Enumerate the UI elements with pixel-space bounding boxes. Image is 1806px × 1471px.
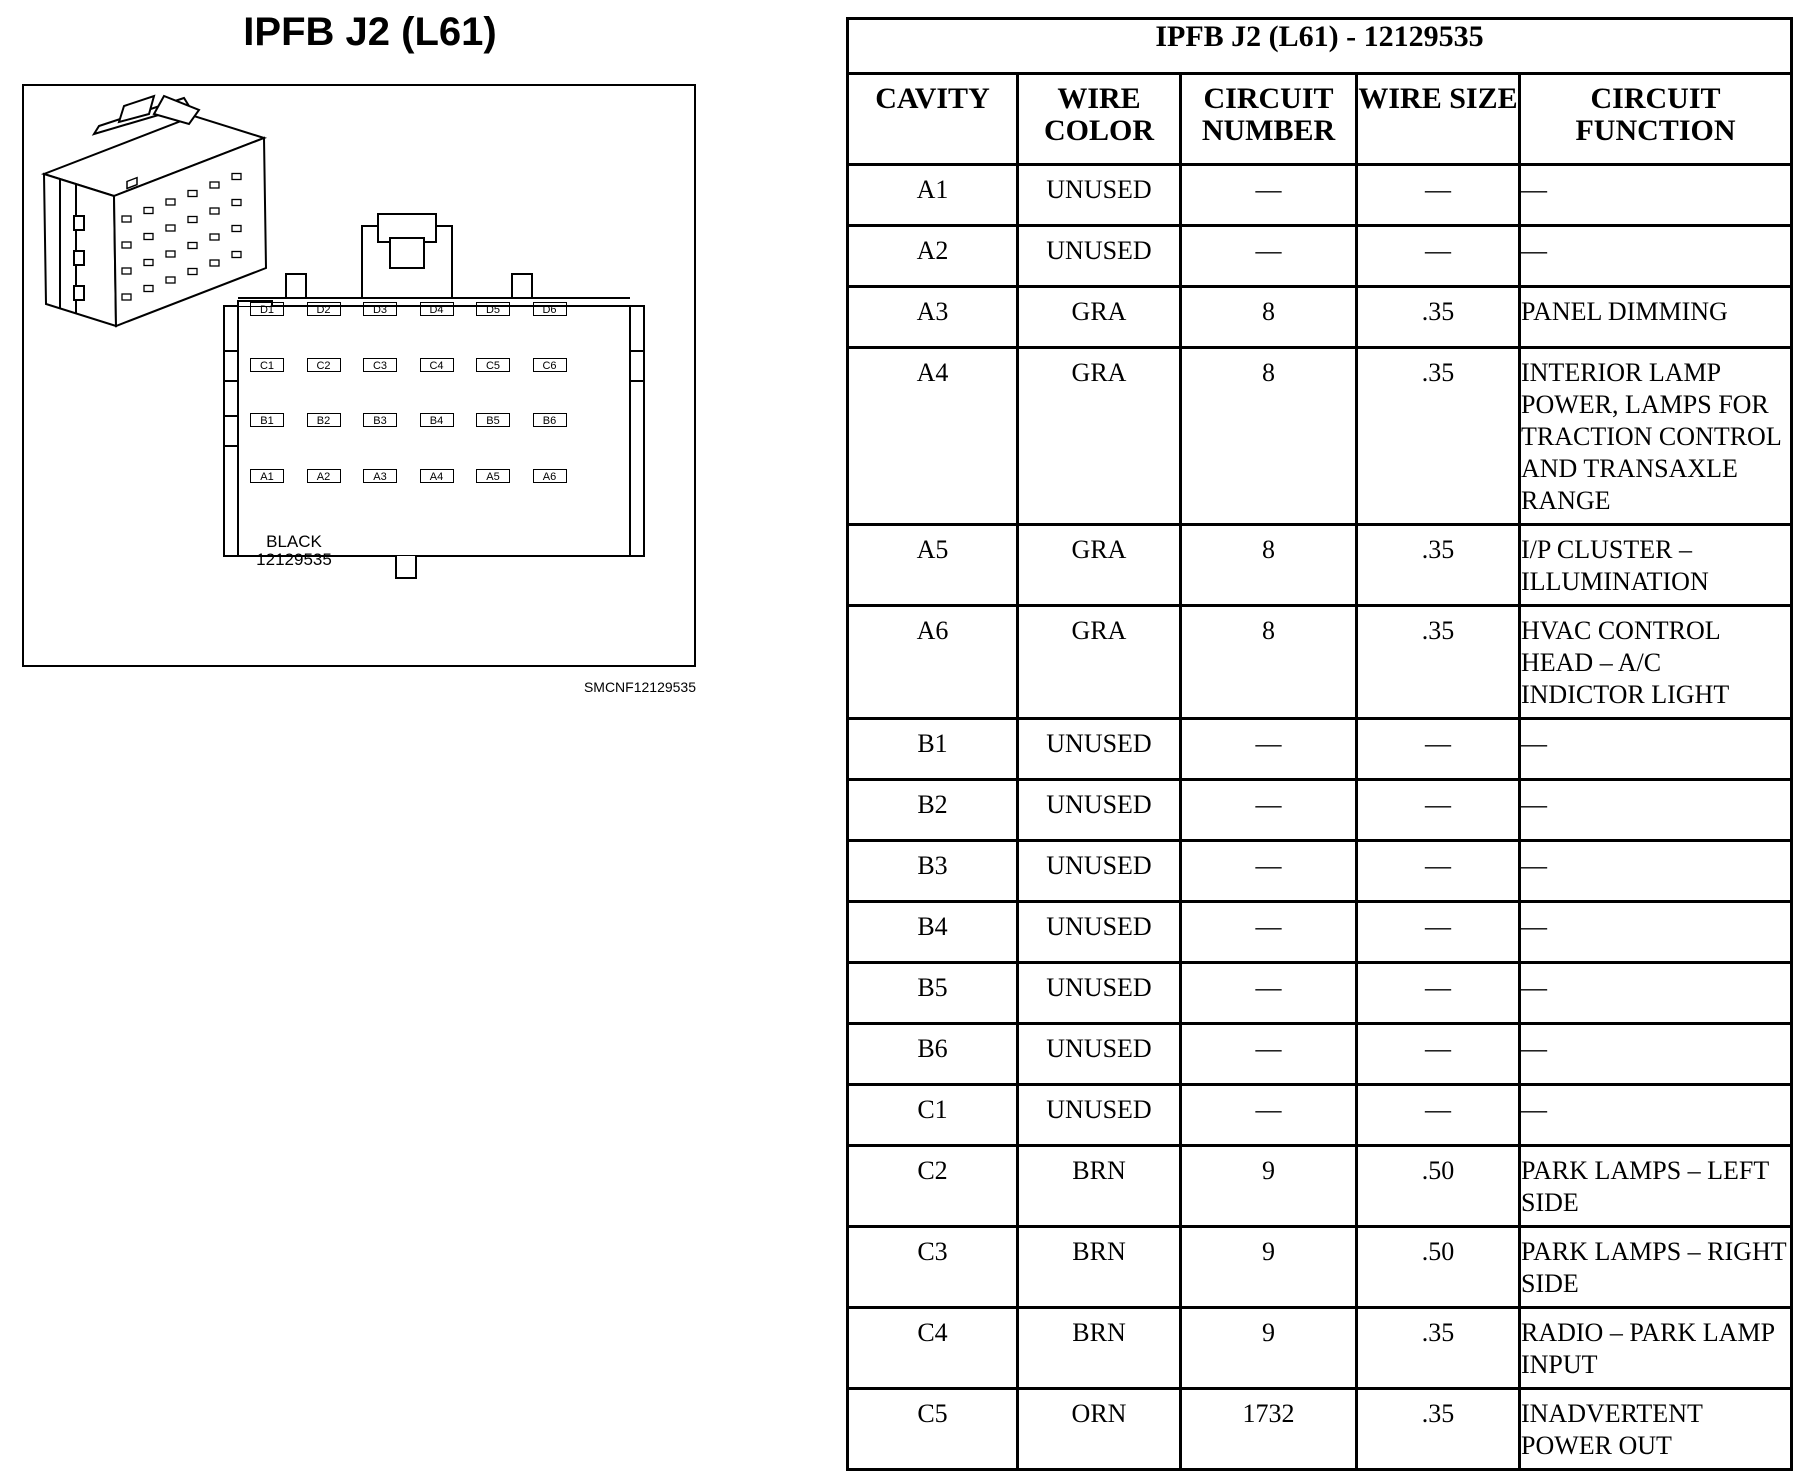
cell-circuit-function: — — [1520, 1024, 1792, 1085]
cavity-label: B6 — [533, 413, 567, 427]
table-row — [848, 348, 1792, 525]
connector-drawing — [24, 86, 694, 665]
cell-circuit-function: — — [1520, 165, 1792, 226]
cell-circuit-number: 8 — [1181, 348, 1357, 525]
table-row — [848, 165, 1792, 226]
cavity-label: B1 — [250, 413, 284, 427]
cell-cavity: A6 — [848, 606, 1018, 719]
pinout-table — [846, 17, 1793, 1471]
cavity-label: A4 — [420, 469, 454, 483]
cell-circuit-number: — — [1181, 165, 1357, 226]
table-row — [848, 606, 1792, 719]
cell-circuit-number: — — [1181, 1024, 1357, 1085]
cell-circuit-number: 8 — [1181, 287, 1357, 348]
cell-cavity: B3 — [848, 841, 1018, 902]
table-row — [848, 902, 1792, 963]
cell-circuit-function: — — [1520, 226, 1792, 287]
cell-circuit-number: — — [1181, 1085, 1357, 1146]
cell-wire-color: ORN — [1018, 1389, 1181, 1470]
cavity-label: C5 — [476, 358, 510, 372]
cell-wire-color: BRN — [1018, 1227, 1181, 1308]
cell-wire-size: — — [1357, 226, 1520, 287]
cell-cavity: B1 — [848, 719, 1018, 780]
table-title: IPFB J2 (L61) - 12129535 — [848, 19, 1792, 74]
cell-wire-color: GRA — [1018, 348, 1181, 525]
cavity-label: C1 — [250, 358, 284, 372]
cell-circuit-function: PARK LAMPS – RIGHT SIDE — [1520, 1227, 1792, 1308]
cell-wire-color: UNUSED — [1018, 165, 1181, 226]
header-wire-size: WIRE SIZE — [1357, 74, 1520, 165]
cell-wire-size: — — [1357, 165, 1520, 226]
cell-circuit-function: — — [1520, 963, 1792, 1024]
cell-circuit-function: — — [1520, 841, 1792, 902]
table-row — [848, 963, 1792, 1024]
cell-wire-color: GRA — [1018, 525, 1181, 606]
cavity-label: C3 — [363, 358, 397, 372]
cell-cavity: C3 — [848, 1227, 1018, 1308]
cell-wire-size: .35 — [1357, 1389, 1520, 1470]
table-row — [848, 780, 1792, 841]
cell-circuit-function: RADIO – PARK LAMP INPUT — [1520, 1308, 1792, 1389]
cell-circuit-number: 9 — [1181, 1227, 1357, 1308]
cell-cavity: C4 — [848, 1308, 1018, 1389]
cell-circuit-number: 8 — [1181, 606, 1357, 719]
cell-cavity: C5 — [848, 1389, 1018, 1470]
cell-wire-size: .50 — [1357, 1227, 1520, 1308]
cell-circuit-function: HVAC CONTROL HEAD – A/C INDICTOR LIGHT — [1520, 606, 1792, 719]
cell-circuit-function: — — [1520, 902, 1792, 963]
cavity-label: B3 — [363, 413, 397, 427]
cell-wire-size: — — [1357, 963, 1520, 1024]
cell-cavity: A4 — [848, 348, 1018, 525]
cavity-label: D1 — [250, 302, 284, 316]
table-header-row — [848, 74, 1792, 165]
connector-isometric-view — [44, 96, 266, 326]
header-circuit-function: CIRCUIT FUNCTION — [1520, 74, 1792, 165]
table-row — [848, 525, 1792, 606]
table-row — [848, 1308, 1792, 1389]
cell-wire-size: .35 — [1357, 287, 1520, 348]
connector-color: BLACK — [266, 532, 322, 551]
cell-wire-color: GRA — [1018, 287, 1181, 348]
cell-wire-size: .50 — [1357, 1146, 1520, 1227]
cavity-label: B4 — [420, 413, 454, 427]
connector-figure — [22, 84, 696, 667]
cavity-label: D4 — [420, 302, 454, 316]
cavity-label: A3 — [363, 469, 397, 483]
cell-circuit-function: PANEL DIMMING — [1520, 287, 1792, 348]
cell-circuit-number: 8 — [1181, 525, 1357, 606]
cavity-label: A1 — [250, 469, 284, 483]
cell-wire-color: UNUSED — [1018, 902, 1181, 963]
cavity-label: C4 — [420, 358, 454, 372]
cell-wire-size: .35 — [1357, 525, 1520, 606]
figure-title: IPFB J2 (L61) — [243, 10, 497, 54]
cell-cavity: B5 — [848, 963, 1018, 1024]
cell-wire-color: BRN — [1018, 1146, 1181, 1227]
cell-wire-size: — — [1357, 1024, 1520, 1085]
cell-circuit-function: INADVERTENT POWER OUT — [1520, 1389, 1792, 1470]
cavity-label: A6 — [533, 469, 567, 483]
cell-wire-color: GRA — [1018, 606, 1181, 719]
cell-wire-size: .35 — [1357, 348, 1520, 525]
connector-face-outline — [224, 214, 644, 578]
cell-circuit-function: — — [1520, 1085, 1792, 1146]
table-body — [848, 165, 1792, 1470]
cavity-label: D5 — [476, 302, 510, 316]
cell-wire-color: UNUSED — [1018, 1024, 1181, 1085]
cell-cavity: B6 — [848, 1024, 1018, 1085]
table-row — [848, 841, 1792, 902]
cavity-label: B5 — [476, 413, 510, 427]
table-row — [848, 1146, 1792, 1227]
cell-wire-color: UNUSED — [1018, 1085, 1181, 1146]
cavity-label: B2 — [307, 413, 341, 427]
cell-cavity: A5 — [848, 525, 1018, 606]
cavity-label: A5 — [476, 469, 510, 483]
cell-cavity: A2 — [848, 226, 1018, 287]
connector-part-number: 12129535 — [256, 550, 332, 569]
cell-cavity: B2 — [848, 780, 1018, 841]
table-row — [848, 1085, 1792, 1146]
cell-cavity: C2 — [848, 1146, 1018, 1227]
cell-circuit-function: PARK LAMPS – LEFT SIDE — [1520, 1146, 1792, 1227]
header-wire-color: WIRE COLOR — [1018, 74, 1181, 165]
table-row — [848, 226, 1792, 287]
table-row — [848, 719, 1792, 780]
cell-circuit-number: 9 — [1181, 1308, 1357, 1389]
cell-circuit-number: 9 — [1181, 1146, 1357, 1227]
table-row — [848, 1024, 1792, 1085]
cell-wire-color: UNUSED — [1018, 719, 1181, 780]
cell-circuit-number: — — [1181, 226, 1357, 287]
figure-code: SMCNF12129535 — [583, 679, 696, 695]
cell-wire-size: — — [1357, 780, 1520, 841]
table-row — [848, 1227, 1792, 1308]
cell-wire-size: — — [1357, 719, 1520, 780]
cell-circuit-number: — — [1181, 841, 1357, 902]
cell-cavity: A3 — [848, 287, 1018, 348]
cell-cavity: A1 — [848, 165, 1018, 226]
cell-wire-size: — — [1357, 1085, 1520, 1146]
cell-circuit-number: — — [1181, 780, 1357, 841]
cell-wire-color: UNUSED — [1018, 226, 1181, 287]
table-row — [848, 1389, 1792, 1470]
cell-wire-color: UNUSED — [1018, 841, 1181, 902]
header-cavity: CAVITY — [848, 74, 1018, 165]
cell-circuit-function: INTERIOR LAMP POWER, LAMPS FOR TRACTION CONTROL AND TRANSAXLE RANGE — [1520, 348, 1792, 525]
cell-circuit-function: — — [1520, 719, 1792, 780]
header-circuit-number: CIRCUIT NUMBER — [1181, 74, 1357, 165]
cell-circuit-number: — — [1181, 719, 1357, 780]
cavity-label: C2 — [307, 358, 341, 372]
cavity-label: D2 — [307, 302, 341, 316]
cell-wire-size: — — [1357, 841, 1520, 902]
cell-wire-size: .35 — [1357, 1308, 1520, 1389]
cell-circuit-number: — — [1181, 963, 1357, 1024]
cavity-label: D6 — [533, 302, 567, 316]
cell-cavity: C1 — [848, 1085, 1018, 1146]
cell-circuit-function: I/P CLUSTER – ILLUMINATION — [1520, 525, 1792, 606]
cell-wire-color: UNUSED — [1018, 780, 1181, 841]
table-row — [848, 287, 1792, 348]
cell-wire-size: .35 — [1357, 606, 1520, 719]
cavity-label: D3 — [363, 302, 397, 316]
cavity-label: C6 — [533, 358, 567, 372]
cell-cavity: B4 — [848, 902, 1018, 963]
cell-circuit-number: — — [1181, 902, 1357, 963]
cell-wire-color: BRN — [1018, 1308, 1181, 1389]
cell-wire-size: — — [1357, 902, 1520, 963]
cell-circuit-number: 1732 — [1181, 1389, 1357, 1470]
cell-wire-color: UNUSED — [1018, 963, 1181, 1024]
cell-circuit-function: — — [1520, 780, 1792, 841]
cavity-label: A2 — [307, 469, 341, 483]
